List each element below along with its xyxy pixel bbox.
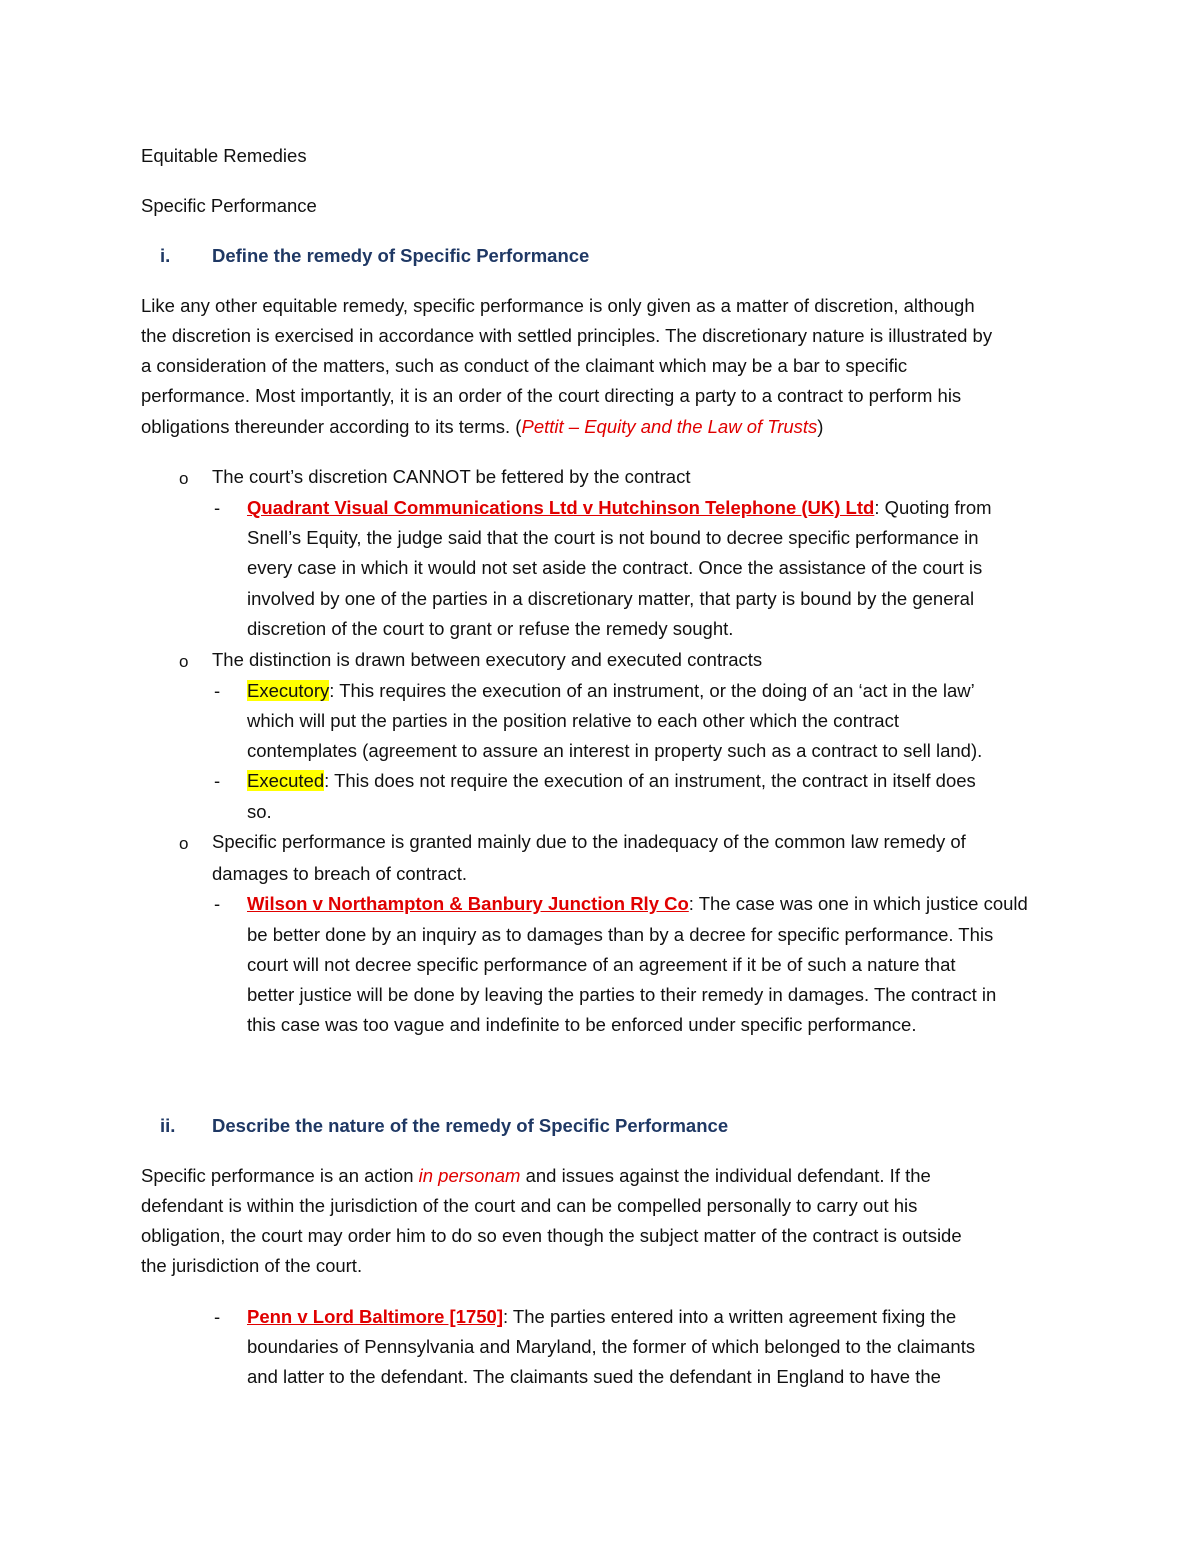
bullet-marker: o <box>179 469 189 488</box>
case-2-line: better justice will be done by leaving the parties to their remedy in damages. The contract in <box>247 984 997 1005</box>
case-name-penn: Penn v Lord Baltimore [1750] <box>247 1306 503 1327</box>
case-text: : Quoting from <box>874 497 992 518</box>
case-1-line <box>247 499 992 518</box>
executory-line: which will put the parties in the position relative to each other which the contract <box>247 710 899 731</box>
case-2-line: this case was too vague and indefinite to be enforced under specific performance. <box>247 1014 917 1035</box>
executed-term: Executed <box>247 770 325 791</box>
para-text: and issues against the individual defendant. If the <box>520 1165 931 1186</box>
case-1-line: Snell’s Equity, the judge said that the court is not bound to decree specific performance in <box>247 527 979 548</box>
executory-line <box>247 682 975 701</box>
document-subtitle: Specific Performance <box>141 195 317 216</box>
section-ii-para-line: the jurisdiction of the court. <box>141 1255 363 1276</box>
case-2-line: court will not decree specific performance of an agreement if it be of such a nature that <box>247 954 956 975</box>
section-i-heading: Define the remedy of Specific Performance <box>212 245 590 266</box>
executory-text: : This requires the execution of an instrument, or the doing of an ‘act in the law’ <box>329 680 975 701</box>
dash-marker: - <box>214 1306 221 1327</box>
executory-line: contemplates (agreement to assure an interest in property such as a contract to sell land). <box>247 740 983 761</box>
dash-marker: - <box>214 497 221 518</box>
case-2-line <box>247 895 1028 914</box>
case-2-line: be better done by an inquiry as to damages than by a decree for specific performance. This <box>247 924 994 945</box>
case-3-line: and latter to the defendant. The claimants sued the defendant in England to have the <box>247 1366 941 1387</box>
citation-pettit: Pettit – Equity and the Law of Trusts <box>521 416 818 437</box>
bullet-3-line: Specific performance is granted mainly due to the inadequacy of the common law remedy of <box>212 831 966 852</box>
para-text: obligations thereunder according to its terms. ( <box>141 416 522 437</box>
para-text: ) <box>817 416 824 437</box>
dash-marker: - <box>214 680 221 701</box>
section-i-para-line: a consideration of the matters, such as conduct of the claimant which may be a bar to specific <box>141 355 908 376</box>
section-i-para-line: the discretion is exercised in accordance with settled principles. The discretionary nature is illustrated by <box>141 325 993 346</box>
document-title: Equitable Remedies <box>141 145 307 166</box>
section-i-para-line: Like any other equitable remedy, specific performance is only given as a matter of discretion, although <box>141 295 975 316</box>
case-3-line <box>247 1308 956 1327</box>
section-ii-numeral: ii. <box>160 1115 176 1136</box>
term-in-personam: in personam <box>418 1165 521 1186</box>
bullet-1-text: The court’s discretion CANNOT be fettered by the contract <box>212 466 691 487</box>
executed-line <box>247 772 976 791</box>
case-text: : The parties entered into a written agreement fixing the <box>502 1306 957 1327</box>
section-i-para-last-line <box>141 418 823 437</box>
case-1-line: involved by one of the parties in a discretionary matter, that party is bound by the general <box>247 588 975 609</box>
executory-term: Executory <box>247 680 330 701</box>
section-ii-para-first-line <box>141 1167 931 1186</box>
section-ii-para-line: obligation, the court may order him to do so even though the subject matter of the contract is outside <box>141 1225 962 1246</box>
case-name-quadrant: Quadrant Visual Communications Ltd v Hutchinson Telephone (UK) Ltd <box>247 497 875 518</box>
section-i-para-line: performance. Most importantly, it is an order of the court directing a party to a contract to perform his <box>141 385 962 406</box>
para-text: Specific performance is an action <box>141 1165 419 1186</box>
section-ii-para-line: defendant is within the jurisdiction of the court and can be compelled personally to carry out his <box>141 1195 918 1216</box>
case-3-line: boundaries of Pennsylvania and Maryland, the former of which belonged to the claimants <box>247 1336 976 1357</box>
dash-marker: - <box>214 893 221 914</box>
case-1-line: every case in which it would not set aside the contract. Once the assistance of the court is <box>247 557 983 578</box>
bullet-marker: o <box>179 834 189 853</box>
case-text: : The case was one in which justice could <box>688 893 1028 914</box>
executed-line: so. <box>247 801 272 822</box>
bullet-2-text: The distinction is drawn between executory and executed contracts <box>212 649 763 670</box>
section-i-numeral: i. <box>160 245 171 266</box>
case-1-line: discretion of the court to grant or refuse the remedy sought. <box>247 618 734 639</box>
section-ii-heading: Describe the nature of the remedy of Specific Performance <box>212 1115 729 1136</box>
bullet-3-line: damages to breach of contract. <box>212 863 468 884</box>
executed-text: : This does not require the execution of an instrument, the contract in itself does <box>324 770 976 791</box>
dash-marker: - <box>214 770 221 791</box>
bullet-marker: o <box>179 652 189 671</box>
case-name-wilson: Wilson v Northampton & Banbury Junction Rly Co <box>247 893 689 914</box>
